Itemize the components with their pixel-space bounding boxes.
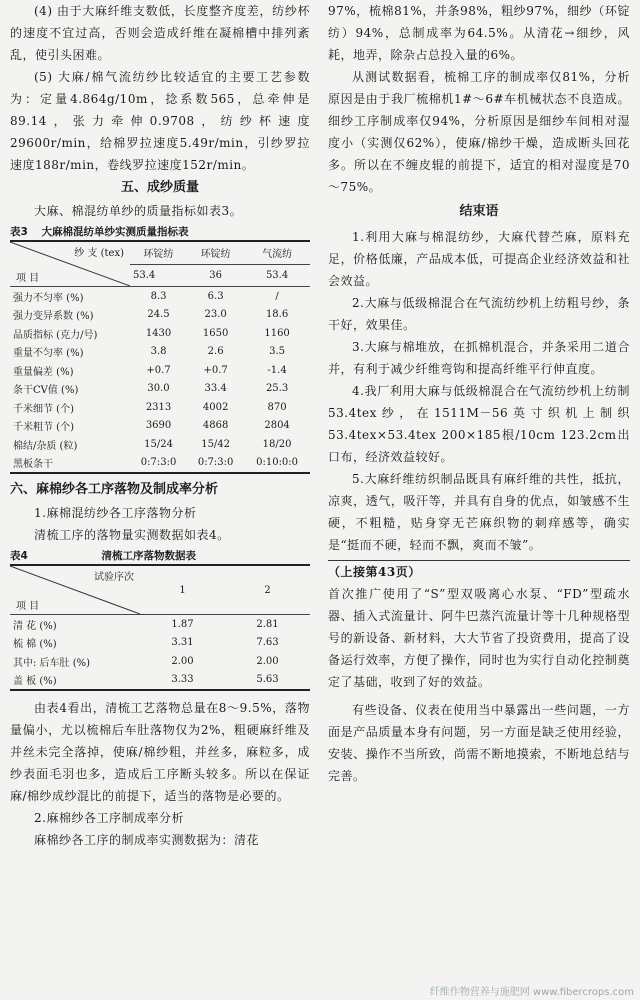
table3-cell: 33.4 bbox=[204, 383, 227, 395]
table3-cell: 0:7:3:0 bbox=[140, 457, 177, 469]
table4-number: 表4 bbox=[10, 550, 28, 562]
right-column bbox=[328, 0, 630, 787]
conclusion-item-2: 2.大麻与低级棉混合在气流纺纱机上纺粗号纱，条干好，效果佳。 bbox=[328, 296, 630, 332]
table4-title: 清梳工序落物数据表 bbox=[101, 550, 196, 562]
table4-col-header: 2 bbox=[225, 565, 310, 615]
table3-subcol: 36 bbox=[187, 264, 244, 286]
paragraph-equipment-issues: 有些设备、仪表在使用当中暴露出一些问题，一方面是产品质量本身有问题，另一方面是缺乏使用经验，安装、操作不当所致，尚需不断地摸索，不断地总结与完善。 bbox=[328, 703, 630, 783]
table3-row-label: 千米细节 (个) bbox=[13, 403, 74, 415]
table4-waste-data bbox=[10, 564, 310, 691]
table3-cell: 2313 bbox=[145, 401, 172, 413]
table4-cell: 2.00 bbox=[256, 655, 279, 667]
table4-row-label: 梳 棉 (%) bbox=[13, 639, 57, 651]
section-heading-waste-analysis: 六、麻棉纱各工序落物及制成率分析 bbox=[10, 482, 219, 497]
table3-cell: 1160 bbox=[264, 327, 290, 339]
left-column bbox=[10, 0, 310, 851]
table3-cell: 24.5 bbox=[147, 309, 170, 321]
table3-cell: 6.3 bbox=[207, 290, 224, 302]
table4-caption bbox=[10, 548, 310, 564]
table3-row bbox=[10, 417, 310, 436]
table3-cell: 1430 bbox=[145, 327, 172, 339]
table4-row bbox=[10, 634, 310, 653]
table4-header-left: 项 目 bbox=[16, 601, 40, 612]
table3-cell: 0:7:3:0 bbox=[197, 457, 234, 469]
table3-diagonal-header bbox=[10, 241, 130, 287]
table3-subcol: 53.4 bbox=[130, 264, 187, 286]
table3-row bbox=[10, 343, 310, 362]
continuation-note: （上接第43页） bbox=[328, 565, 421, 579]
table3-row-label: 重量不匀率 (%) bbox=[13, 348, 84, 360]
table3-cell: 4002 bbox=[202, 401, 229, 413]
table4-cell: 7.63 bbox=[256, 637, 279, 649]
conclusion-item-5: 5.大麻纤维纺织制品既具有麻纤维的共性，抵抗，凉爽，透气，吸汗等，并具有自身的优点，如皱感不生硬，不粗糙，贴身穿无芒麻织物的刺痒感等，确实是“挺而不硬，轻而不飘，爽而不皱”。 bbox=[328, 472, 630, 552]
table3-row bbox=[10, 361, 310, 380]
paragraph-subsection-2: 2.麻棉纱各工序制成率分析 bbox=[34, 811, 184, 825]
paragraph-yield-analysis: 从测试数据看，梳棉工序的制成率仅81%，分析原因是由于我厂梳棉机1#～6#车机械状态不良造成。细纱工序制成率仅94%，分析原因是细纱车间相对湿度小（实测仅62%），使麻/棉纱干燥，造成断头回花多。所以在不缠皮辊的前提下，适宜的相对湿度是70～75%。 bbox=[328, 70, 630, 194]
paragraph-subsection-1: 1.麻棉混纺纱各工序落物分析 bbox=[34, 506, 197, 520]
table3-cell: 870 bbox=[267, 401, 287, 413]
table3-cell: 23.0 bbox=[204, 309, 227, 321]
table3-row-label: 条干CV值 (%) bbox=[13, 385, 79, 397]
table3-row bbox=[10, 287, 310, 306]
table3-cell: 3690 bbox=[145, 420, 172, 432]
table4-row bbox=[10, 671, 310, 691]
table3-header-row bbox=[10, 241, 310, 264]
table3-number: 表3 bbox=[10, 226, 28, 238]
table4-cell: 2.81 bbox=[256, 618, 279, 630]
table3-cell: +0.7 bbox=[203, 364, 228, 376]
table3-cell: 18.6 bbox=[265, 309, 289, 321]
table3-row bbox=[10, 398, 310, 417]
table3-cell: 3.8 bbox=[150, 346, 167, 358]
table3-cell: 15/24 bbox=[144, 438, 173, 450]
paragraph-equipment-benefits: 首次推广使用了“S”型双吸离心水泵、“FD”型疏水器、插入式流量计、阿牛巴蒸汽流量计等十几种规格型号的新设备、新材料，大大节省了投资费用，提高了设备运行效率，方便了操作，同时也为实行自动化控制奠定了基础，收到了好的效益。 bbox=[328, 587, 630, 689]
table3-row-label: 品质指标 (克力/号) bbox=[13, 329, 98, 341]
table3-cell: 30.0 bbox=[147, 383, 170, 395]
table4-diagonal-header bbox=[10, 565, 140, 615]
table3-row-label: 重量偏差 (%) bbox=[13, 366, 74, 378]
table3-cell: 2.6 bbox=[207, 346, 224, 358]
table4-row bbox=[10, 615, 310, 634]
section-heading-yarn-quality: 五、成纱质量 bbox=[120, 180, 199, 195]
table3-row-label: 棉结/杂质 (粒) bbox=[13, 440, 78, 452]
table3-row-label: 强力变异系数 (%) bbox=[13, 311, 94, 323]
table4-row bbox=[10, 652, 310, 671]
table3-row bbox=[10, 454, 310, 474]
watermark: 纤维作物营养与施肥网 www.fibercrops.com bbox=[429, 987, 634, 998]
table3-row bbox=[10, 306, 310, 325]
table4-body bbox=[10, 615, 310, 691]
table3-row bbox=[10, 324, 310, 343]
conclusion-item-3: 3.大麻与棉堆放，在抓棉机混合，并条采用二道合并，有利于减少纤维弯钩和提高纤维平行伸直度。 bbox=[328, 340, 630, 376]
table3-col-header: 环锭纺 bbox=[130, 241, 187, 264]
paragraph-yield-intro: 麻棉纱各工序的制成率实测数据为：清花 bbox=[34, 833, 260, 847]
table3-cell: +0.7 bbox=[146, 364, 171, 376]
table4-row-label: 盖 板 (%) bbox=[13, 676, 57, 688]
table3-row-label: 千米粗节 (个) bbox=[13, 422, 74, 434]
table3-cell: ∕ bbox=[275, 290, 279, 302]
table3-cell: 8.3 bbox=[150, 290, 167, 302]
table3-header-top: 纱 支 (tex) bbox=[74, 248, 124, 259]
table3-cell: 3.5 bbox=[269, 346, 286, 358]
table3-body bbox=[10, 287, 310, 474]
table4-cell: 3.31 bbox=[171, 637, 194, 649]
table4-cell: 2.00 bbox=[171, 655, 194, 667]
conclusion-item-1: 1.利用大麻与棉混纺纱，大麻代替苎麻，原料充足，价格低廉，产品成本低，可提高企业经济效益和社会效益。 bbox=[328, 230, 630, 288]
table3-row-label: 黑板条干 bbox=[13, 459, 53, 471]
table3-quality-indicators bbox=[10, 240, 310, 474]
table4-cell: 3.33 bbox=[171, 674, 194, 686]
table3-cell: 0:10:0:0 bbox=[256, 457, 299, 469]
conclusion-item-4: 4.我厂利用大麻与低级棉混合在气流纺纱机上纺制53.4tex纱，在1511M－56英寸织机上制织53.4tex×53.4tex 200×185根/10cm 123.2cm出口布，经济效益较好。 bbox=[328, 384, 630, 464]
table3-row bbox=[10, 435, 310, 454]
table4-row-label: 清 花 (%) bbox=[13, 620, 57, 632]
table3-cell: 4868 bbox=[202, 420, 229, 432]
table3-header-left: 项 目 bbox=[16, 273, 40, 284]
paragraph-process-params: (5) 大麻/棉气流纺纱比较适宜的主要工艺参数为：定量4.864g/10m，捻系数565，总牵伸是89.14，张力牵伸0.9708，纺纱杯速度29600r/min，给棉罗拉速度5.49r/min，引纱罗拉速度188r/min，卷线罗拉速度152r/min。 bbox=[10, 70, 310, 172]
table4-col-header: 1 bbox=[140, 565, 225, 615]
table3-cell: 25.3 bbox=[265, 383, 289, 395]
paragraph-yield-data: 97%，梳棉81%，并条98%，粗纱97%，细纱（环锭纺）94%，总制成率为64.5%。从清花→细纱，风耗，地弄，除杂占总投入量的6%。 bbox=[328, 4, 630, 62]
table3-cell: 15/42 bbox=[201, 438, 231, 450]
table3-subcol: 53.4 bbox=[244, 264, 310, 286]
paragraph-table4-analysis: 由表4看出，清梳工艺落物总量在8～9.5%，落物量偏小，尤以梳棉后车肚落物仅为2%，粗硬麻纤维及并丝未完全落掉，使麻/棉纱粗，并丝多，麻粒多，成纱表面毛羽也多，造成后工序断头较多。所以在保证麻/棉纱成纱混比的前提下，适当的落物是必要的。 bbox=[10, 701, 310, 803]
table3-cell: 2804 bbox=[264, 420, 290, 432]
table3-col-header: 气流纺 bbox=[244, 241, 310, 264]
table3-cell: -1.4 bbox=[267, 364, 287, 376]
table4-cell: 5.63 bbox=[256, 674, 279, 686]
paragraph-spinning-cup: (4) 由于大麻纤维支数低，长度整齐度差，纺纱杯的速度不宜过高，否则会造成纤维在凝棉槽中排列紊乱，使引头困难。 bbox=[10, 4, 310, 62]
table3-row-label: 强力不匀率 (%) bbox=[13, 292, 84, 304]
table3-row bbox=[10, 380, 310, 399]
table4-cell: 1.87 bbox=[171, 618, 194, 630]
table3-cell: 1650 bbox=[202, 327, 229, 339]
paragraph-table3-intro: 大麻、棉混纺单纱的质量指标如表3。 bbox=[34, 204, 243, 218]
table4-header-row bbox=[10, 565, 310, 615]
table3-cell: 18/20 bbox=[262, 438, 292, 450]
table3-title: 大麻棉混纺单纱实测质量指标表 bbox=[41, 226, 189, 238]
table4-header-top: 试验序次 bbox=[94, 572, 134, 583]
table3-caption bbox=[10, 224, 310, 240]
table4-row-label: 其中: 后车肚 (%) bbox=[13, 657, 91, 669]
table3-col-header: 环锭纺 bbox=[187, 241, 244, 264]
paragraph-table4-intro: 清梳工序的落物量实测数据如表4。 bbox=[34, 528, 230, 542]
section-heading-conclusion: 结束语 bbox=[459, 204, 499, 219]
